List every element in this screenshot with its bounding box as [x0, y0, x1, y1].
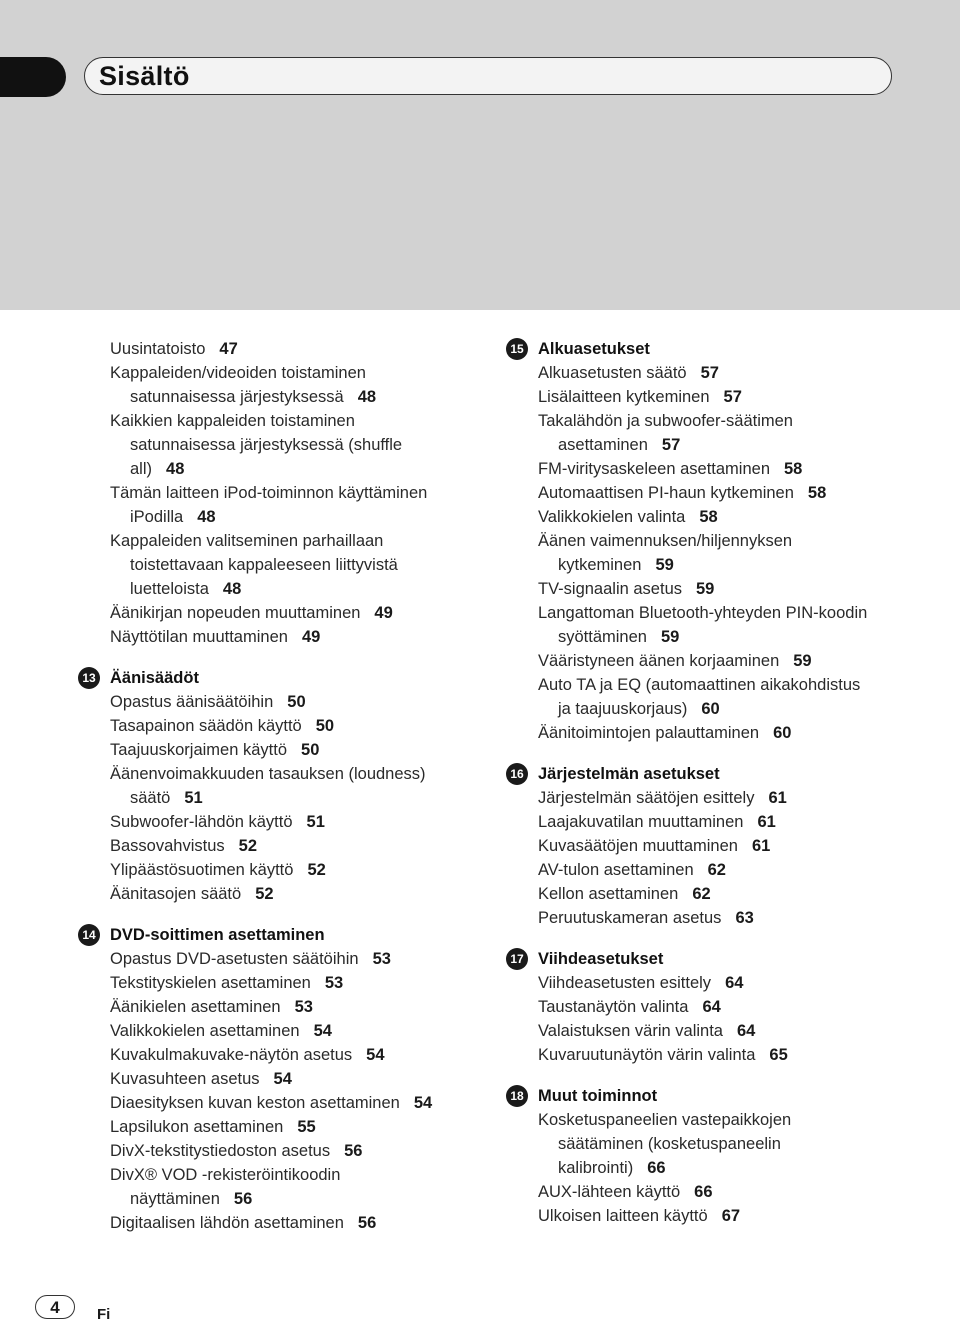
toc-entry — [110, 1139, 500, 1163]
toc-entry-text: FM-viritysaskeleen asettaminen — [538, 460, 770, 478]
toc-entry — [538, 361, 938, 385]
toc-entry-line — [538, 361, 938, 385]
toc-entry-line — [110, 505, 500, 529]
toc-entry-text: Äänenvoimakkuuden tasauksen (loudness) — [110, 765, 426, 783]
toc-entry-text: Valikkokielen asettaminen — [110, 1022, 300, 1040]
toc-entry — [110, 882, 500, 906]
toc-entry-line — [538, 577, 938, 601]
toc-left-sections — [82, 666, 500, 1235]
section-heading: Alkuasetukset — [538, 340, 650, 358]
toc-entry — [538, 995, 938, 1019]
toc-page-number: 51 — [306, 813, 325, 831]
toc-entry-text: Kuvasäätöjen muuttaminen — [538, 837, 738, 855]
toc-entry-line — [110, 1091, 500, 1115]
toc-entry — [538, 786, 938, 810]
toc-entry-text: Äänen vaimennuksen/hiljennyksen — [538, 532, 793, 550]
toc-entry-text: Kuvakulmakuvake-näytön asetus — [110, 1046, 353, 1064]
toc-entry-line — [538, 553, 938, 577]
toc-page-number: 47 — [219, 340, 238, 358]
toc-entry-text: TV-signaalin asetus — [538, 580, 682, 598]
toc-entry-text: Opastus äänisäätöihin — [110, 693, 274, 711]
toc-page-number: 53 — [294, 998, 313, 1016]
toc-entry-line — [538, 834, 938, 858]
toc-page-number: 58 — [807, 484, 827, 502]
toc-entry-line — [538, 786, 938, 810]
toc-page-number: 59 — [696, 580, 715, 598]
toc-entry-line — [110, 1139, 500, 1163]
toc-entry-text: Subwoofer-lähdön käyttö — [110, 813, 293, 831]
toc-page-number: 58 — [784, 460, 803, 478]
toc-entry-text: Viihdeasetusten esittely — [538, 974, 712, 992]
toc-entry — [538, 673, 938, 721]
toc-entry-line — [538, 1156, 938, 1180]
toc-entry-text: Bassovahvistus — [110, 837, 225, 855]
section-entries — [110, 947, 500, 1235]
toc-entry-text: Peruutuskameran asetus — [538, 909, 722, 927]
toc-page-number: 59 — [655, 556, 674, 574]
toc-entry-line — [538, 457, 938, 481]
toc-entry-line — [110, 834, 500, 858]
toc-entry — [538, 721, 938, 745]
toc-entry-line — [538, 481, 938, 505]
toc-entry-line — [538, 433, 938, 457]
toc-entry-text: satunnaisessa järjestyksessä (shuffle — [130, 436, 403, 454]
toc-entry-line — [538, 505, 938, 529]
toc-entry-line — [110, 810, 500, 834]
toc-entry-text: Järjestelmän säätöjen esittely — [538, 789, 755, 807]
toc-page-number: 64 — [725, 974, 744, 992]
toc-page-number: 59 — [793, 652, 812, 670]
toc-entry-text: Tasapainon säädön käyttö — [110, 717, 302, 735]
toc-entry-text: Valaistuksen värin valinta — [538, 1022, 723, 1040]
toc-entry-line — [110, 690, 500, 714]
toc-entry — [538, 834, 938, 858]
toc-entry — [538, 882, 938, 906]
toc-entry-line — [538, 1043, 938, 1067]
toc-entry — [110, 361, 500, 409]
toc-entry-line — [110, 577, 500, 601]
toc-page-number: 55 — [297, 1118, 316, 1136]
toc-entry-text: Taustanäytön valinta — [538, 998, 689, 1016]
toc-entry-line — [538, 385, 938, 409]
toc-entry-text: Kellon asettaminen — [538, 885, 679, 903]
toc-entry-line — [538, 971, 938, 995]
toc-entry-line — [110, 1163, 500, 1187]
toc-entry — [110, 762, 500, 810]
toc-entry — [110, 1091, 500, 1115]
toc-entry-line — [110, 738, 500, 762]
toc-page-number: 62 — [692, 885, 711, 903]
toc-entry-line — [110, 337, 500, 361]
toc-entry-text: iPodilla — [130, 508, 184, 526]
toc-section — [82, 923, 500, 1235]
toc-entry-text: Kaikkien kappaleiden toistaminen — [110, 412, 355, 430]
section-entries — [538, 971, 938, 1067]
toc-entry-text: kalibrointi) — [558, 1159, 634, 1177]
toc-page-number: 56 — [233, 1190, 253, 1208]
toc-entry-line — [538, 721, 938, 745]
toc-page-number: 60 — [701, 700, 720, 718]
toc-entry — [110, 995, 500, 1019]
toc-right-sections — [510, 337, 938, 1228]
toc-page-number: 48 — [197, 508, 216, 526]
toc-entry-line — [110, 882, 500, 906]
section-number-badge: 15 — [506, 338, 528, 360]
toc-left-column — [82, 337, 500, 1235]
toc-entry-line — [538, 882, 938, 906]
toc-entry-line — [110, 947, 500, 971]
toc-page-number: 48 — [357, 388, 377, 406]
toc-entry-text: säätö — [130, 789, 171, 807]
toc-page-number: 64 — [702, 998, 721, 1016]
toc-page-number: 59 — [660, 628, 680, 646]
toc-page-number: 61 — [757, 813, 776, 831]
toc-entry — [538, 1108, 938, 1180]
toc-entry — [538, 529, 938, 577]
toc-entry — [110, 1019, 500, 1043]
toc-entry-line — [538, 1019, 938, 1043]
toc-entry-text: Uusintatoisto — [110, 340, 206, 358]
toc-entry-text: toistettavaan kappaleeseen liittyvistä — [130, 556, 398, 574]
toc-page-number: 51 — [184, 789, 203, 807]
toc-entry — [110, 625, 500, 649]
section-number-badge: 16 — [506, 763, 528, 785]
section-heading: Järjestelmän asetukset — [538, 765, 720, 783]
toc-entry-line — [110, 553, 500, 577]
toc-entry-line — [538, 1108, 938, 1132]
toc-entry — [110, 971, 500, 995]
toc-entry — [538, 971, 938, 995]
toc-page-number: 53 — [324, 974, 344, 992]
toc-entry — [110, 810, 500, 834]
toc-entry — [538, 1043, 938, 1067]
toc-page-number: 64 — [736, 1022, 756, 1040]
toc-page-number: 48 — [166, 460, 185, 478]
toc-page-number: 63 — [735, 909, 754, 927]
toc-entry-text: Langattoman Bluetooth-yhteyden PIN-koodin — [538, 604, 868, 622]
toc-entry-line — [110, 529, 500, 553]
toc-entry — [110, 1115, 500, 1139]
section-number-badge: 17 — [506, 948, 528, 970]
toc-page-number: 48 — [222, 580, 242, 598]
toc-entry-text: AUX-lähteen käyttö — [538, 1183, 681, 1201]
toc-entry-line — [110, 1043, 500, 1067]
toc-entry — [538, 505, 938, 529]
section-heading: Äänisäädöt — [110, 669, 199, 687]
toc-entry-line — [538, 810, 938, 834]
section-heading: DVD-soittimen asettaminen — [110, 926, 325, 944]
toc-entry-text: satunnaisessa järjestyksessä — [130, 388, 344, 406]
toc-entry — [538, 649, 938, 673]
toc-entry — [110, 337, 500, 361]
toc-page-number: 56 — [344, 1142, 363, 1160]
toc-page-number: 67 — [721, 1207, 741, 1225]
toc-entry-text: Taajuuskorjaimen käyttö — [110, 741, 288, 759]
toc-page-number: 62 — [707, 861, 726, 879]
page-title-box — [84, 57, 892, 95]
toc-entry — [110, 947, 500, 971]
toc-entry-line — [538, 625, 938, 649]
toc-entry-line — [110, 714, 500, 738]
toc-entry-text: Tämän laitteen iPod-toiminnon käyttäminen — [110, 484, 428, 502]
toc-entry-text: syöttäminen — [558, 628, 647, 646]
toc-entry-line — [110, 971, 500, 995]
toc-entry-line — [538, 409, 938, 433]
toc-entry — [110, 1067, 500, 1091]
toc-entry-text: Tekstityskielen asettaminen — [110, 974, 311, 992]
toc-entry-text: ja taajuuskorjaus) — [558, 700, 688, 718]
toc-page-number: 54 — [273, 1070, 292, 1088]
toc-entry-line — [110, 786, 500, 810]
page-title: Sisältö — [99, 61, 190, 91]
toc-entry-text: Opastus DVD-asetusten säätöihin — [110, 950, 359, 968]
toc-entry-text: Laajakuvatilan muuttaminen — [538, 813, 744, 831]
toc-entry-line — [538, 673, 938, 697]
toc-entry-line — [538, 529, 938, 553]
toc-entry — [110, 690, 500, 714]
toc-page-number: 50 — [287, 693, 306, 711]
toc-page-number: 57 — [661, 436, 681, 454]
toc-entry-line — [110, 995, 500, 1019]
section-number-badge: 14 — [78, 924, 100, 946]
toc-section — [510, 337, 938, 745]
toc-entry — [110, 1163, 500, 1211]
toc-entry-line — [538, 697, 938, 721]
toc-entry — [538, 577, 938, 601]
toc-page-number: 52 — [238, 837, 257, 855]
section-entries — [538, 361, 938, 745]
toc-entry-text: Lapsilukon asettaminen — [110, 1118, 284, 1136]
section-number-badge: 18 — [506, 1085, 528, 1107]
toc-entry-text: AV-tulon asettaminen — [538, 861, 694, 879]
toc-entry-line — [110, 625, 500, 649]
toc-entry-line — [538, 858, 938, 882]
section-number-badge: 13 — [78, 667, 100, 689]
toc-entry-text: DivX-tekstitystiedoston asetus — [110, 1142, 331, 1160]
toc-entry-text: Näyttötilan muuttaminen — [110, 628, 288, 646]
toc-entry-text: kytkeminen — [558, 556, 642, 574]
section-heading: Muut toiminnot — [538, 1087, 658, 1105]
section-entries — [538, 786, 938, 930]
section-entries — [538, 1108, 938, 1228]
toc-entry — [110, 529, 500, 601]
header-tab-marker — [0, 57, 66, 97]
toc-entry-line — [538, 906, 938, 930]
toc-entry-line — [110, 457, 500, 481]
toc-entry — [538, 1204, 938, 1228]
toc-page-number: 54 — [366, 1046, 385, 1064]
header-band — [0, 0, 960, 310]
toc-entry-text: Kappaleiden valitseminen parhaillaan — [110, 532, 384, 550]
toc-entry — [538, 385, 938, 409]
toc-entry-line — [110, 1067, 500, 1091]
toc-entry-text: Kosketuspaneelien vastepaikkojen — [538, 1111, 792, 1129]
toc-entry — [538, 1180, 938, 1204]
toc-entry-text: Kuvaruutunäytön värin valinta — [538, 1046, 756, 1064]
toc-page-number: 52 — [255, 885, 274, 903]
toc-entry-text: Alkuasetusten säätö — [538, 364, 687, 382]
toc-entry — [110, 1043, 500, 1067]
toc-page-number: 49 — [301, 628, 321, 646]
toc-page-number: 49 — [374, 604, 393, 622]
toc-entry-text: Ulkoisen laitteen käyttö — [538, 1207, 708, 1225]
toc-section — [510, 947, 938, 1067]
toc-entry — [110, 1211, 500, 1235]
toc-entry-line — [110, 1115, 500, 1139]
toc-page-number: 57 — [700, 364, 719, 382]
toc-entry-text: Diaesityksen kuvan keston asettaminen — [110, 1094, 400, 1112]
toc-entry-text: Äänitoimintojen palauttaminen — [538, 724, 760, 742]
toc-entry — [110, 834, 500, 858]
toc-page-number: 66 — [647, 1159, 666, 1177]
toc-entry-line — [538, 995, 938, 1019]
toc-intro-entries — [110, 337, 500, 649]
toc-entry-text: säätäminen (kosketuspaneelin — [558, 1135, 781, 1153]
toc-entry-text: Äänikirjan nopeuden muuttaminen — [110, 604, 361, 622]
toc-entry-text: Äänikielen asettaminen — [110, 998, 281, 1016]
toc-entry-text: Äänitasojen säätö — [110, 885, 242, 903]
section-heading: Viihdeasetukset — [538, 950, 664, 968]
toc-entry-line — [110, 433, 500, 457]
toc-right-column — [510, 337, 938, 1228]
toc-entry-line — [110, 409, 500, 433]
toc-page-number: 50 — [301, 741, 320, 759]
toc-entry — [538, 810, 938, 834]
toc-section — [510, 762, 938, 930]
section-entries — [110, 690, 500, 906]
toc-page-number: 54 — [413, 1094, 433, 1112]
toc-entry-line — [538, 1180, 938, 1204]
toc-page-number: 60 — [773, 724, 792, 742]
toc-page-number: 54 — [313, 1022, 332, 1040]
toc-entry — [110, 714, 500, 738]
toc-entry-text: luetteloista — [130, 580, 209, 598]
toc-entry-text: Auto TA ja EQ (automaattinen aikakohdistus — [538, 676, 861, 694]
toc-entry-line — [538, 1132, 938, 1156]
toc-entry-text: Digitaalisen lähdön asettaminen — [110, 1214, 344, 1232]
toc-entry-text: näyttäminen — [130, 1190, 220, 1208]
toc-entry-text: Automaattisen PI-haun kytkeminen — [538, 484, 794, 502]
toc-entry-line — [110, 1019, 500, 1043]
toc-entry-line — [110, 361, 500, 385]
toc-entry-text: Kuvasuhteen asetus — [110, 1070, 260, 1088]
toc-entry-text: Takalähdön ja subwoofer-säätimen — [538, 412, 793, 430]
toc-entry — [110, 858, 500, 882]
toc-section — [82, 666, 500, 906]
page-number: 4 — [35, 1295, 75, 1319]
toc-entry-line — [110, 1211, 500, 1235]
toc-entry — [538, 858, 938, 882]
toc-page-number: 52 — [307, 861, 326, 879]
toc-entry-line — [110, 481, 500, 505]
toc-page-number: 61 — [751, 837, 771, 855]
toc-page-number: 56 — [357, 1214, 377, 1232]
toc-page-number: 50 — [315, 717, 335, 735]
toc-entry — [538, 601, 938, 649]
toc-entry — [538, 481, 938, 505]
toc-page-number: 57 — [723, 388, 742, 406]
toc-entry — [538, 457, 938, 481]
toc-page-number: 53 — [372, 950, 391, 968]
toc-entry-line — [110, 762, 500, 786]
toc-entry-line — [110, 858, 500, 882]
toc-page-number: 65 — [769, 1046, 788, 1064]
toc-page-number: 61 — [768, 789, 787, 807]
toc-entry-line — [110, 601, 500, 625]
toc-entry — [538, 906, 938, 930]
toc-entry-text: asettaminen — [558, 436, 648, 454]
toc-page-number: 66 — [694, 1183, 713, 1201]
toc-entry-text: DivX® VOD -rekisteröintikoodin — [110, 1166, 341, 1184]
toc-entry-text: Lisälaitteen kytkeminen — [538, 388, 710, 406]
toc-entry-text: Valikkokielen valinta — [538, 508, 686, 526]
toc-entry-line — [538, 601, 938, 625]
toc-entry-line — [538, 649, 938, 673]
toc-entry-line — [538, 1204, 938, 1228]
toc-entry — [110, 738, 500, 762]
toc-entry-text: Vääristyneen äänen korjaaminen — [538, 652, 780, 670]
toc-entry-text: Kappaleiden/videoiden toistaminen — [110, 364, 366, 382]
toc-entry — [110, 481, 500, 529]
toc-entry-line — [110, 1187, 500, 1211]
language-code: Fi — [97, 1306, 111, 1323]
toc-entry — [538, 409, 938, 457]
toc-entry-text: all) — [130, 460, 153, 478]
toc-entry — [538, 1019, 938, 1043]
toc-entry-text: Ylipäästösuotimen käyttö — [110, 861, 294, 879]
toc-entry — [110, 601, 500, 625]
toc-page-number: 58 — [699, 508, 718, 526]
toc-entry — [110, 409, 500, 481]
toc-section — [510, 1084, 938, 1228]
toc-entry-line — [110, 385, 500, 409]
